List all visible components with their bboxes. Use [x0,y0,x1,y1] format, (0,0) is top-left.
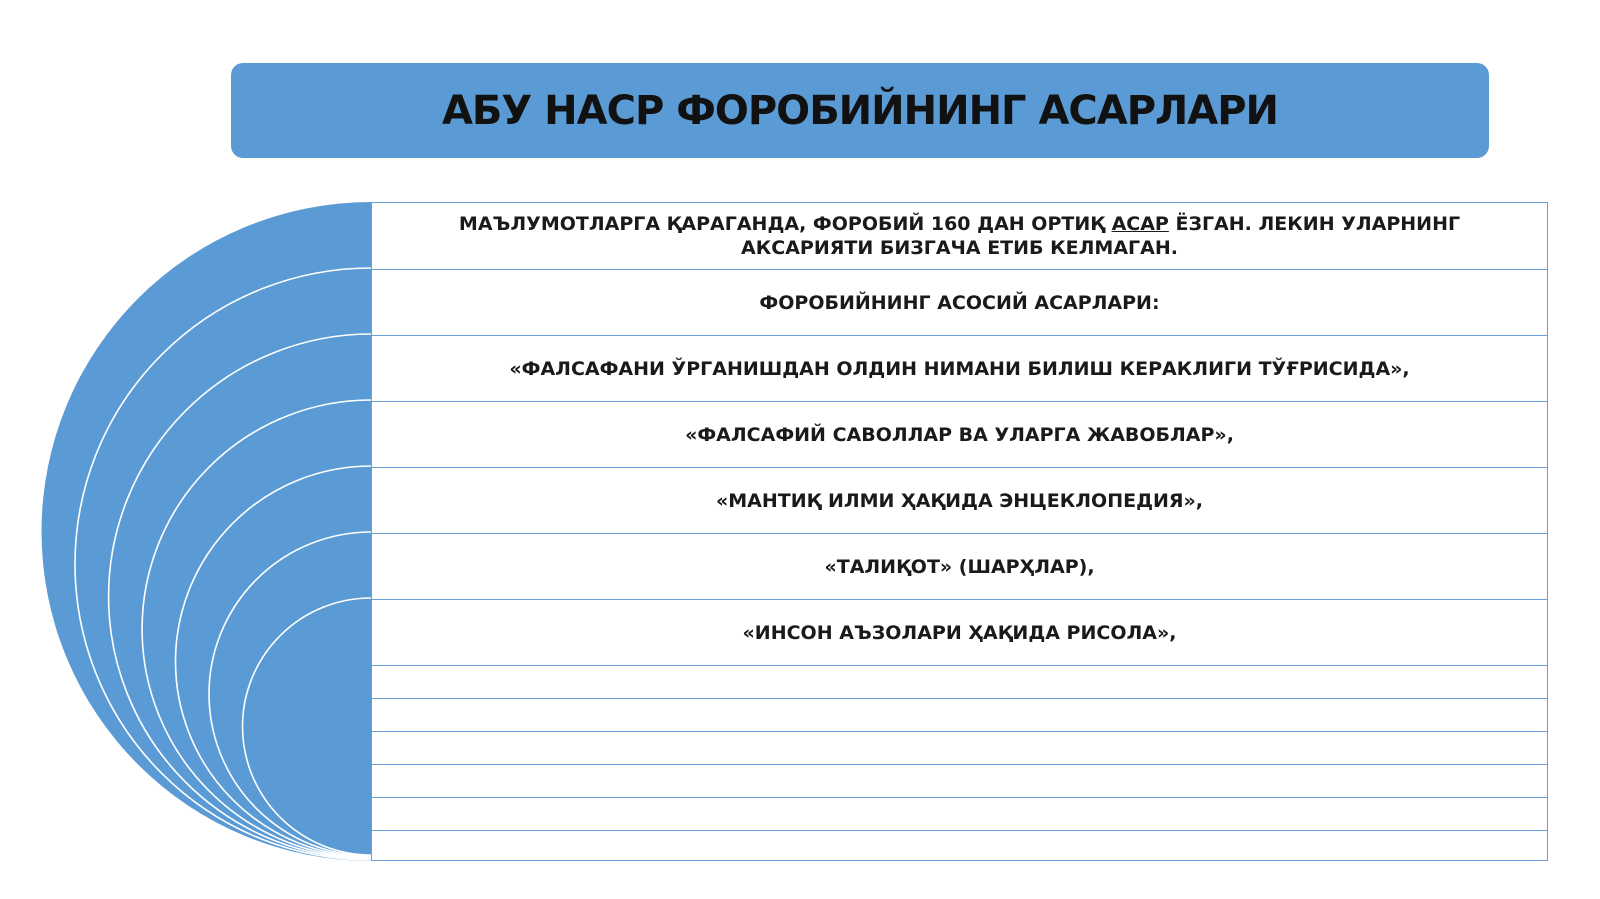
works-list [371,202,1548,861]
list-item-text: «ФАЛСАФАНИ ЎРГАНИШДАН ОЛДИН НИМАНИ БИЛИШ КЕРАКЛИГИ ТЎҒРИСИДА», [509,357,1410,380]
list-item [372,830,1547,862]
list-item [372,764,1547,797]
list-item [372,731,1547,764]
intro-text-end: ЁЗГАН. ЛЕКИН УЛАРНИНГ АКСАРИЯТИ БИЗГАЧА ЕТИБ КЕЛМАГАН. [741,213,1461,259]
asar-link[interactable]: АСАР [1111,213,1169,235]
list-item-text: «МАНТИҚ ИЛМИ ҲАҚИДА ЭНЦЕКЛОПЕДИЯ», [715,489,1204,512]
half-disc-background [42,202,372,861]
page-title: АБУ НАСР ФОРОБИЙНИНГ АСАРЛАРИ [441,87,1279,134]
list-item [372,401,1547,467]
list-item [372,599,1547,665]
list-item [372,335,1547,401]
title-banner [231,63,1489,158]
intro-row [372,203,1547,269]
intro-text-start: МАЪЛУМОТЛАРГА ҚАРАГАНДА, ФОРОБИЙ 160 ДАН ОРТИҚ [458,213,1112,235]
list-item [372,665,1547,698]
list-item-text: «ИНСОН АЪЗОЛАРИ ҲАҚИДА РИСОЛА», [742,621,1177,644]
list-item [372,698,1547,731]
list-item [372,797,1547,830]
list-item [372,269,1547,335]
list-item [372,467,1547,533]
list-item-text: ФОРОБИЙНИНГ АСОСИЙ АСАРЛАРИ: [759,291,1160,314]
list-item-text: «ФАЛСАФИЙ САВОЛЛАР ВА УЛАРГА ЖАВОБЛАР», [685,423,1234,446]
list-item-text: «ТАЛИҚОТ» (ШАРҲЛАР), [824,555,1095,578]
intro-text [392,212,1527,260]
list-item [372,533,1547,599]
